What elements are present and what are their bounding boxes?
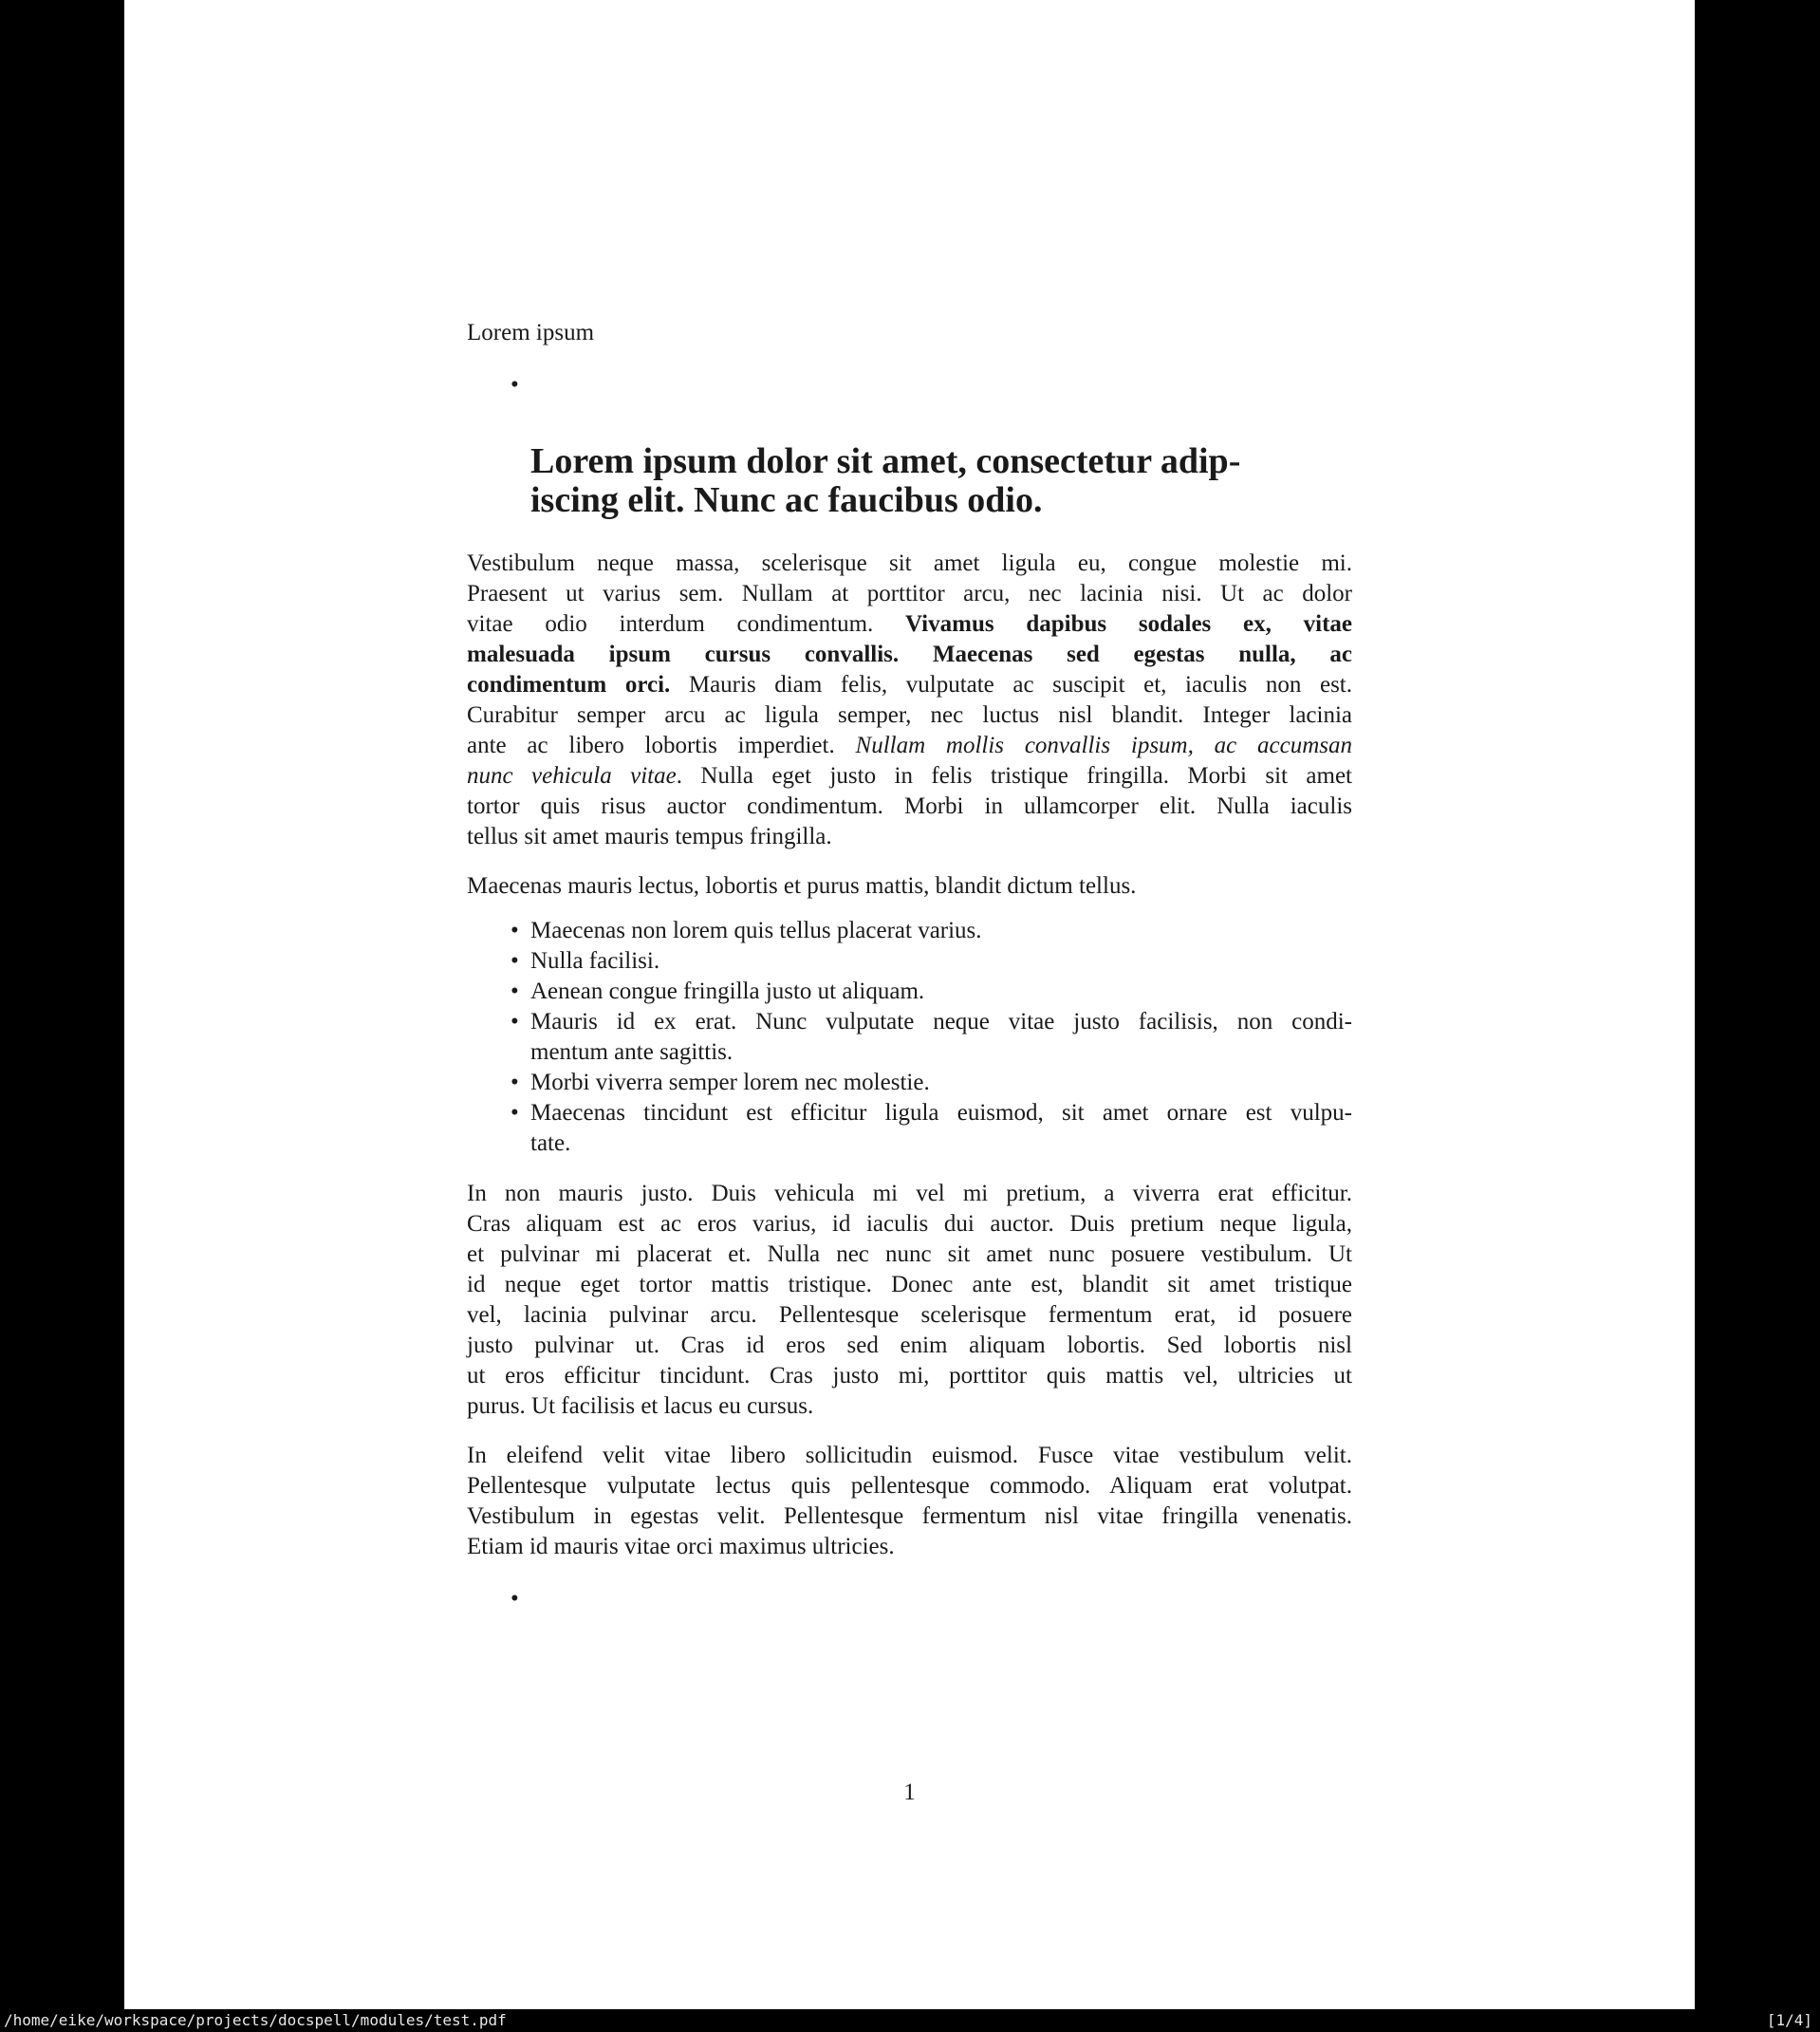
- pdf-page[interactable]: [124, 0, 1695, 2009]
- bullet-icon: •: [511, 372, 519, 398]
- text-line: [467, 1361, 1352, 1391]
- text-segment: Curabitur semper arcu ac ligula semper, nec luctus nisl blandit. Integer lacinia: [467, 702, 1352, 728]
- bullet-list: [511, 916, 1352, 1159]
- text-segment: Maecenas tincidunt est efficitur ligula euismod, sit amet ornare est vulpu-: [530, 1100, 1352, 1126]
- text-segment: tellus sit amet mauris tempus fringilla.: [467, 824, 832, 849]
- list-item: [511, 916, 1352, 946]
- text-segment: ante ac libero lobortis imperdiet.: [467, 733, 856, 758]
- text-segment: Etiam id mauris vitae orci maximus ultricies.: [467, 1534, 895, 1559]
- text-segment: In non mauris justo. Duis vehicula mi vel mi pretium, a viverra erat efficitur.: [467, 1181, 1352, 1206]
- text-segment: vitae odio interdum condimentum.: [467, 611, 906, 637]
- text-segment: Nulla facilisi.: [530, 948, 660, 974]
- text-segment: mentum ante sagittis.: [530, 1039, 734, 1065]
- text-line: [467, 1532, 1352, 1562]
- text-line: [467, 761, 1352, 792]
- statusbar: [0, 2009, 1820, 2032]
- paragraph: [467, 549, 1352, 852]
- text-segment: vel, lacinia pulvinar arcu. Pellentesque scelerisque fermentum erat, id posuere: [467, 1302, 1352, 1328]
- text-segment: Aenean congue fringilla justo ut aliquam.: [530, 979, 925, 1004]
- text-segment: tortor quis risus auctor condimentum. Morbi in ullamcorper elit. Nulla iaculis: [467, 793, 1352, 819]
- paragraph: Maecenas mauris lectus, lobortis et purus mattis, blandit dictum tellus.: [467, 873, 1137, 899]
- text-line: [467, 640, 1352, 670]
- heading-line: iscing elit. Nunc ac faucibus odio.: [530, 480, 1043, 520]
- text-segment: In eleifend velit vitae libero sollicitudin euismod. Fusce vitae vestibulum velit.: [467, 1443, 1352, 1468]
- statusbar-page-indicator: [1/4]: [1766, 2011, 1812, 2029]
- text-line: [530, 916, 1352, 946]
- paragraph: [467, 1441, 1352, 1562]
- bold-text: malesuada ipsum cursus convallis. Maecenas sed egestas nulla, ac: [467, 642, 1352, 667]
- bullet-icon: •: [511, 1070, 519, 1095]
- list-item: [511, 1068, 1352, 1098]
- heading-line: Lorem ipsum dolor sit amet, consectetur adip-: [530, 441, 1241, 481]
- text-segment: Vestibulum in egestas velit. Pellentesque fermentum nisl vitae fringilla venenatis.: [467, 1503, 1352, 1529]
- section-heading: [530, 442, 1384, 520]
- page-number: 1: [903, 1780, 916, 1805]
- text-line: [530, 1098, 1352, 1128]
- text-line: [530, 977, 1352, 1007]
- text-line: [467, 822, 1352, 852]
- text-segment: . Nulla eget justo in felis tristique fringilla. Morbi sit amet: [676, 763, 1352, 789]
- text-segment: Morbi viverra semper lorem nec molestie.: [530, 1070, 930, 1095]
- text-line: [467, 731, 1352, 761]
- text-line: [467, 549, 1352, 579]
- text-segment: purus. Ut facilisis et lacus eu cursus.: [467, 1393, 814, 1419]
- text-segment: et pulvinar mi placerat et. Nulla nec nunc sit amet nunc posuere vestibulum. Ut: [467, 1241, 1352, 1267]
- bullet-icon: •: [511, 918, 519, 943]
- paragraph: [467, 1179, 1352, 1422]
- text-line: [467, 670, 1352, 700]
- text-line: [467, 1179, 1352, 1209]
- intro-label: Lorem ipsum: [467, 320, 595, 345]
- text-line: [530, 946, 1352, 977]
- list-item: [511, 1007, 1352, 1068]
- bullet-icon: •: [511, 1586, 519, 1612]
- list-item: [511, 977, 1352, 1007]
- text-line: [530, 1007, 1352, 1037]
- list-item: [511, 946, 1352, 977]
- text-line: [530, 1037, 1352, 1068]
- text-line: [467, 700, 1352, 731]
- text-segment: Pellentesque vulputate lectus quis pellentesque commodo. Aliquam erat volutpat.: [467, 1473, 1352, 1499]
- text-line: [530, 1068, 1352, 1098]
- text-line: [467, 609, 1352, 640]
- text-segment: ut eros efficitur tincidunt. Cras justo mi, porttitor quis mattis vel, ultricies ut: [467, 1363, 1352, 1389]
- italic-text: Nullam mollis convallis ipsum, ac accumsan: [855, 733, 1352, 758]
- text-line: [467, 1441, 1352, 1471]
- text-line: [467, 792, 1352, 822]
- list-item: [511, 1098, 1352, 1159]
- bullet-icon: •: [511, 979, 519, 1004]
- text-line: [467, 1300, 1352, 1331]
- text-segment: justo pulvinar ut. Cras id eros sed enim aliquam lobortis. Sed lobortis nisl: [467, 1333, 1352, 1358]
- italic-text: nunc vehicula vitae: [467, 763, 677, 789]
- bullet-icon: •: [511, 1009, 519, 1035]
- text-line: [467, 1501, 1352, 1532]
- text-segment: Cras aliquam est ac eros varius, id iaculis dui auctor. Duis pretium neque ligula,: [467, 1211, 1352, 1237]
- text-line: [530, 1128, 1352, 1159]
- text-line: [467, 579, 1352, 609]
- bold-text: Vivamus dapibus sodales ex, vitae: [905, 611, 1353, 637]
- bold-text: condimentum orci.: [467, 672, 689, 698]
- bullet-icon: •: [511, 1100, 519, 1126]
- text-line: [467, 1331, 1352, 1361]
- text-line: [467, 1471, 1352, 1501]
- text-segment: Praesent ut varius sem. Nullam at porttitor arcu, nec lacinia nisi. Ut ac dolor: [467, 581, 1352, 606]
- statusbar-file-path: /home/eike/workspace/projects/docspell/modules/test.pdf: [4, 2011, 507, 2029]
- text-segment: Vestibulum neque massa, scelerisque sit amet ligula eu, congue molestie mi.: [467, 550, 1352, 576]
- text-segment: Mauris id ex erat. Nunc vulputate neque vitae justo facilisis, non condi-: [530, 1009, 1352, 1035]
- text-line: [467, 1209, 1352, 1240]
- text-line: [467, 1391, 1352, 1422]
- text-line: [467, 1270, 1352, 1300]
- text-segment: tate.: [530, 1130, 571, 1156]
- text-segment: Mauris diam felis, vulputate ac suscipit et, iaculis non est.: [688, 672, 1352, 698]
- bullet-icon: •: [511, 948, 519, 974]
- text-segment: Maecenas non lorem quis tellus placerat varius.: [530, 918, 982, 943]
- text-line: [467, 1240, 1352, 1270]
- text-segment: id neque eget tortor mattis tristique. Donec ante est, blandit sit amet tristique: [467, 1272, 1352, 1297]
